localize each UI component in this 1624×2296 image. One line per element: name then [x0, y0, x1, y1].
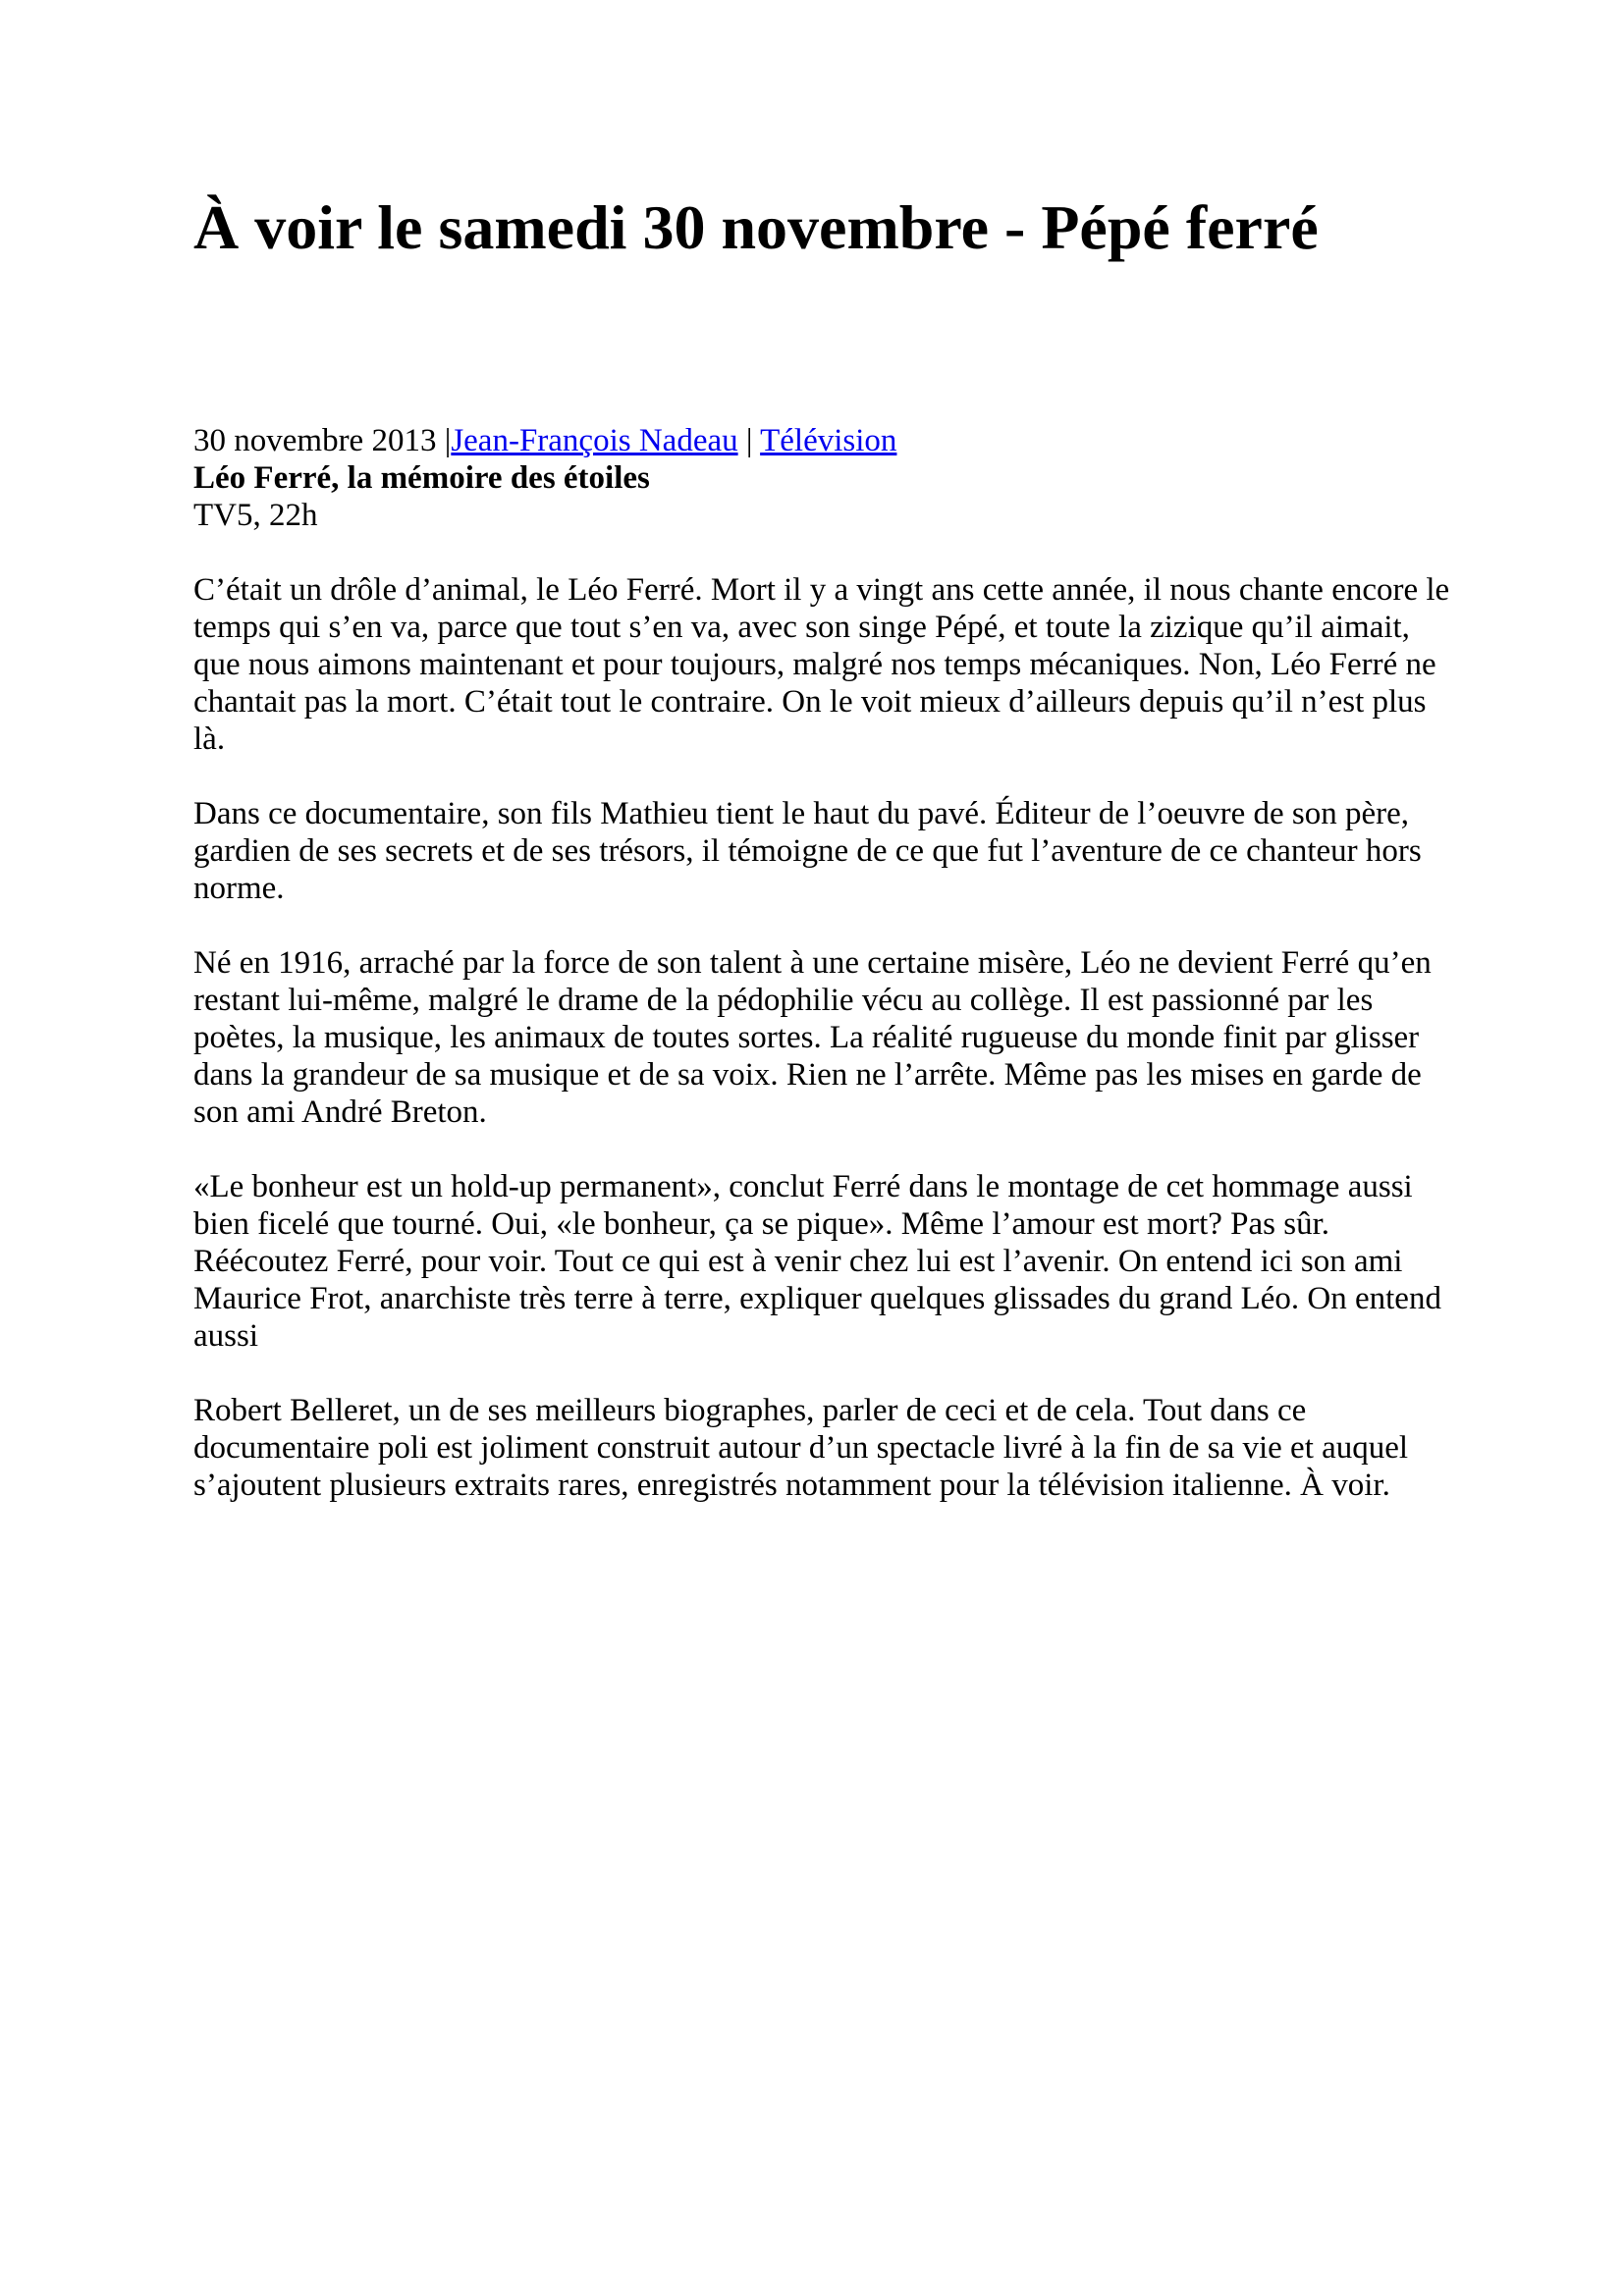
- byline-date: 30 novembre 2013 |: [193, 423, 452, 458]
- body-paragraph-4: «Le bonheur est un hold-up permanent», conclut Ferré dans le montage de cet hommage aussi bien ficelé que tourné. Oui, «le bonheur, ça se pique». Même l’amour est mort? Pas sûr. Réécoutez Ferré, pour voir. Tout ce qui est à venir chez lui est l’avenir. On entend ici son ami Maurice Frot, anarchiste très terre à terre, expliquer quelques glissades du grand Léo. On entend aussi: [193, 1169, 1441, 1354]
- category-link[interactable]: Télévision: [760, 423, 897, 458]
- byline: [193, 422, 1463, 459]
- byline-separator: |: [745, 423, 753, 458]
- author-link[interactable]: Jean-François Nadeau: [451, 423, 738, 458]
- body-paragraph-2: Dans ce documentaire, son fils Mathieu tient le haut du pavé. Éditeur de l’oeuvre de son père, gardien de ses secrets et de ses trésors, il témoigne de ce que fut l’aventure de ce chanteur hors norme.: [193, 796, 1422, 906]
- body-paragraph-1: C’était un drôle d’animal, le Léo Ferré. Mort il y a vingt ans cette année, il nous chante encore le temps qui s’en va, parce que tout s’en va, avec son singe Pépé, et toute la zizique qu’il aimait, que nous aimons maintenant et pour toujours, malgré nos temps mécaniques. Non, Léo Ferré ne chantait pas la mort. C’était tout le contraire. On le voit mieux d’ailleurs depuis qu’il n’est plus là.: [193, 572, 1450, 757]
- program-schedule: TV5, 22h: [193, 498, 318, 533]
- program-title: Léo Ferré, la mémoire des étoiles: [193, 460, 650, 496]
- article-title: À voir le samedi 30 novembre - Pépé ferré: [193, 192, 1319, 262]
- article-header-block: [193, 422, 1463, 534]
- body-paragraph-5: Robert Belleret, un de ses meilleurs biographes, parler de ceci et de cela. Tout dans ce documentaire poli est joliment construit autour d’un spectacle livré à la fin de sa vie et auquel s’ajoutent plusieurs extraits rares, enregistrés notamment pour la télévision italienne. À voir.: [193, 1393, 1409, 1503]
- body-paragraph-3: Né en 1916, arraché par la force de son talent à une certaine misère, Léo ne devient Ferré qu’en restant lui-même, malgré le drame de la pédophilie vécu au collège. Il est passionné par les poètes, la musique, les animaux de toutes sortes. La réalité rugueuse du monde finit par glisser dans la grandeur de sa musique et de sa voix. Rien ne l’arrête. Même pas les mises en garde de son ami André Breton.: [193, 945, 1432, 1130]
